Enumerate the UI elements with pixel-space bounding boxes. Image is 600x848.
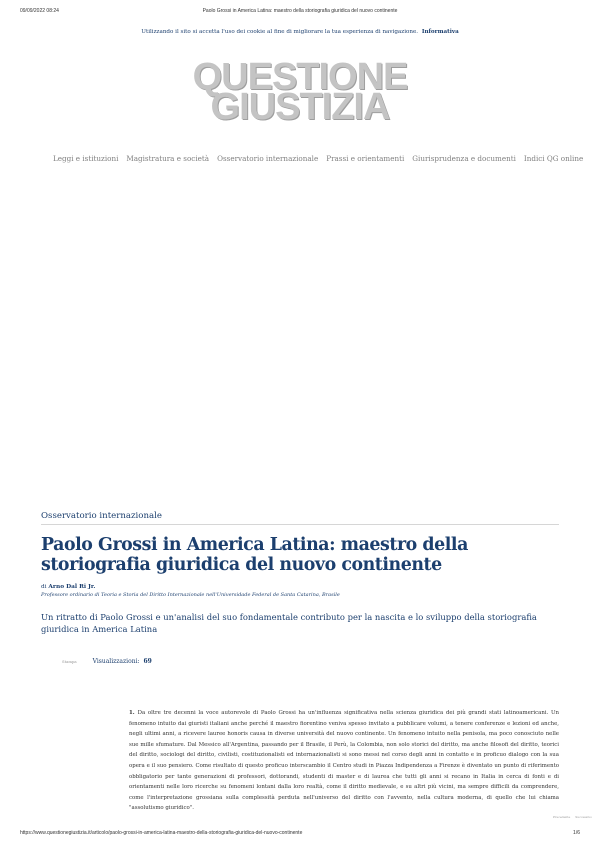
views-count: 69 (143, 658, 152, 665)
article-abstract: Un ritratto di Paolo Grossi e un'analisi del suo fondamentale contributo per la nascita e lo sviluppo della storiografia giuridica in America Latina (41, 612, 537, 634)
nav-item-leggi-e-istituzioni[interactable]: Leggi e istituzioni (53, 153, 119, 163)
article-title: Paolo Grossi in America Latina: maestro della storiografia giuridica del nuovo continente (41, 535, 468, 575)
nav-item-indici-qg-online[interactable]: Indici QG online (523, 153, 584, 163)
logo-line-2: GIUSTIZIA (210, 86, 390, 128)
print-doc-title: Paolo Grossi in America Latina: maestro della storiografia giuridica del nuovo continente (202, 8, 398, 14)
paragraph-text: Da oltre tre decenni la voce autorevole di Paolo Grossi ha un'influenza significativa nella scienza giuridica dei più grandi stati latinoamericani. Un fenomeno intuito dai giuristi italiani anche perché il maestro fiorentino veniva spesso invitato a pubblicare volumi, a tenere conferenze e lezioni ed anche, negli ultimi anni, a ricevere lauree honoris causa in diverse università del nuovo continente. Un fenomeno intuito nella penisola, ma poco conosciuto nelle sue mille sfumature. Dal Messico all'Argentina, passando per il Brasile, il Perù, la Colombia, non solo storici del diritto, ma anche filosofi del diritto, teorici del diritto, sociologi del diritto, civilisti, costituzionalisti ed internazionalisti si sono messi nel corso degli anni in contatto e in proficuo dialogo con la sua opera e il suo pensiero. Come risultato di questo proficuo interscambio il Centro studi in Piazza Indipendenza a Firenze è diventato un punto di riferimento obbligatorio per tante generazioni di professori, dottorandi, studenti di master e di laurea che tutti gli anni si recano in Italia in cerca di fonti e di orientamenti nelle loro ricerche su fenomeni lontani dalla loro realtà, come il diritto medievale, e su altri più vicini, ma sempre difficili da comprendere, come l'interpretazione grossiana sulla complessità perduta nell'universo del diritto con l'avvento, nella cultura moderna, di quello che lui chiama "assolutismo giuridico". (129, 710, 559, 812)
print-button[interactable]: Stampa (62, 659, 77, 664)
category-divider (41, 524, 559, 525)
article-byline (41, 584, 95, 590)
article-category[interactable]: Osservatorio internazionale (41, 511, 162, 521)
print-page-number: 1/6 (573, 830, 580, 836)
nav-item-giurisprudenza-e-documenti[interactable]: Giurisprudenza e documenti (412, 153, 516, 163)
main-nav (44, 151, 584, 165)
cookie-policy-link[interactable]: Informativa (421, 29, 459, 35)
article-author[interactable]: Arno Dal Ri Jr. (48, 584, 96, 590)
cookie-bar (0, 29, 600, 35)
float-controls (553, 815, 596, 819)
float-control-next[interactable]: Successivo (575, 815, 592, 819)
views-label: Visualizzazioni: (92, 658, 140, 665)
site-logo[interactable] (0, 56, 600, 128)
paragraph-number: 1. (129, 710, 135, 716)
print-footer (20, 830, 580, 840)
nav-item-osservatorio-internazionale[interactable]: Osservatorio internazionale (217, 153, 319, 163)
nav-item-magistratura-e-societa[interactable]: Magistratura e società (126, 153, 210, 163)
author-affiliation: Professore ordinario di Teoria e Storia del Diritto Internazionale nell'Universidade Federal de Santa Catarina, Brasile (41, 592, 340, 598)
article-meta (62, 658, 152, 665)
print-header (20, 8, 580, 18)
print-date: 09/09/2022 08:24 (20, 8, 59, 14)
article-body (129, 708, 559, 814)
cookie-text: Utilizzando il sito si accetta l'uso dei cookie al fine di migliorare la tua esperienza di navigazione. (141, 29, 419, 35)
print-url: https://www.questionegiustizia.it/articolo/paolo-grossi-in-america-latina-maestro-della-storiografia-giuridica-del-nuovo-continente (20, 830, 303, 836)
float-control-prev[interactable]: Precedente (553, 815, 571, 819)
logo-line-1: QUESTIONE (192, 56, 408, 98)
byline-prefix: di (41, 584, 47, 590)
nav-item-prassi-e-orientamenti[interactable]: Prassi e orientamenti (326, 153, 405, 163)
